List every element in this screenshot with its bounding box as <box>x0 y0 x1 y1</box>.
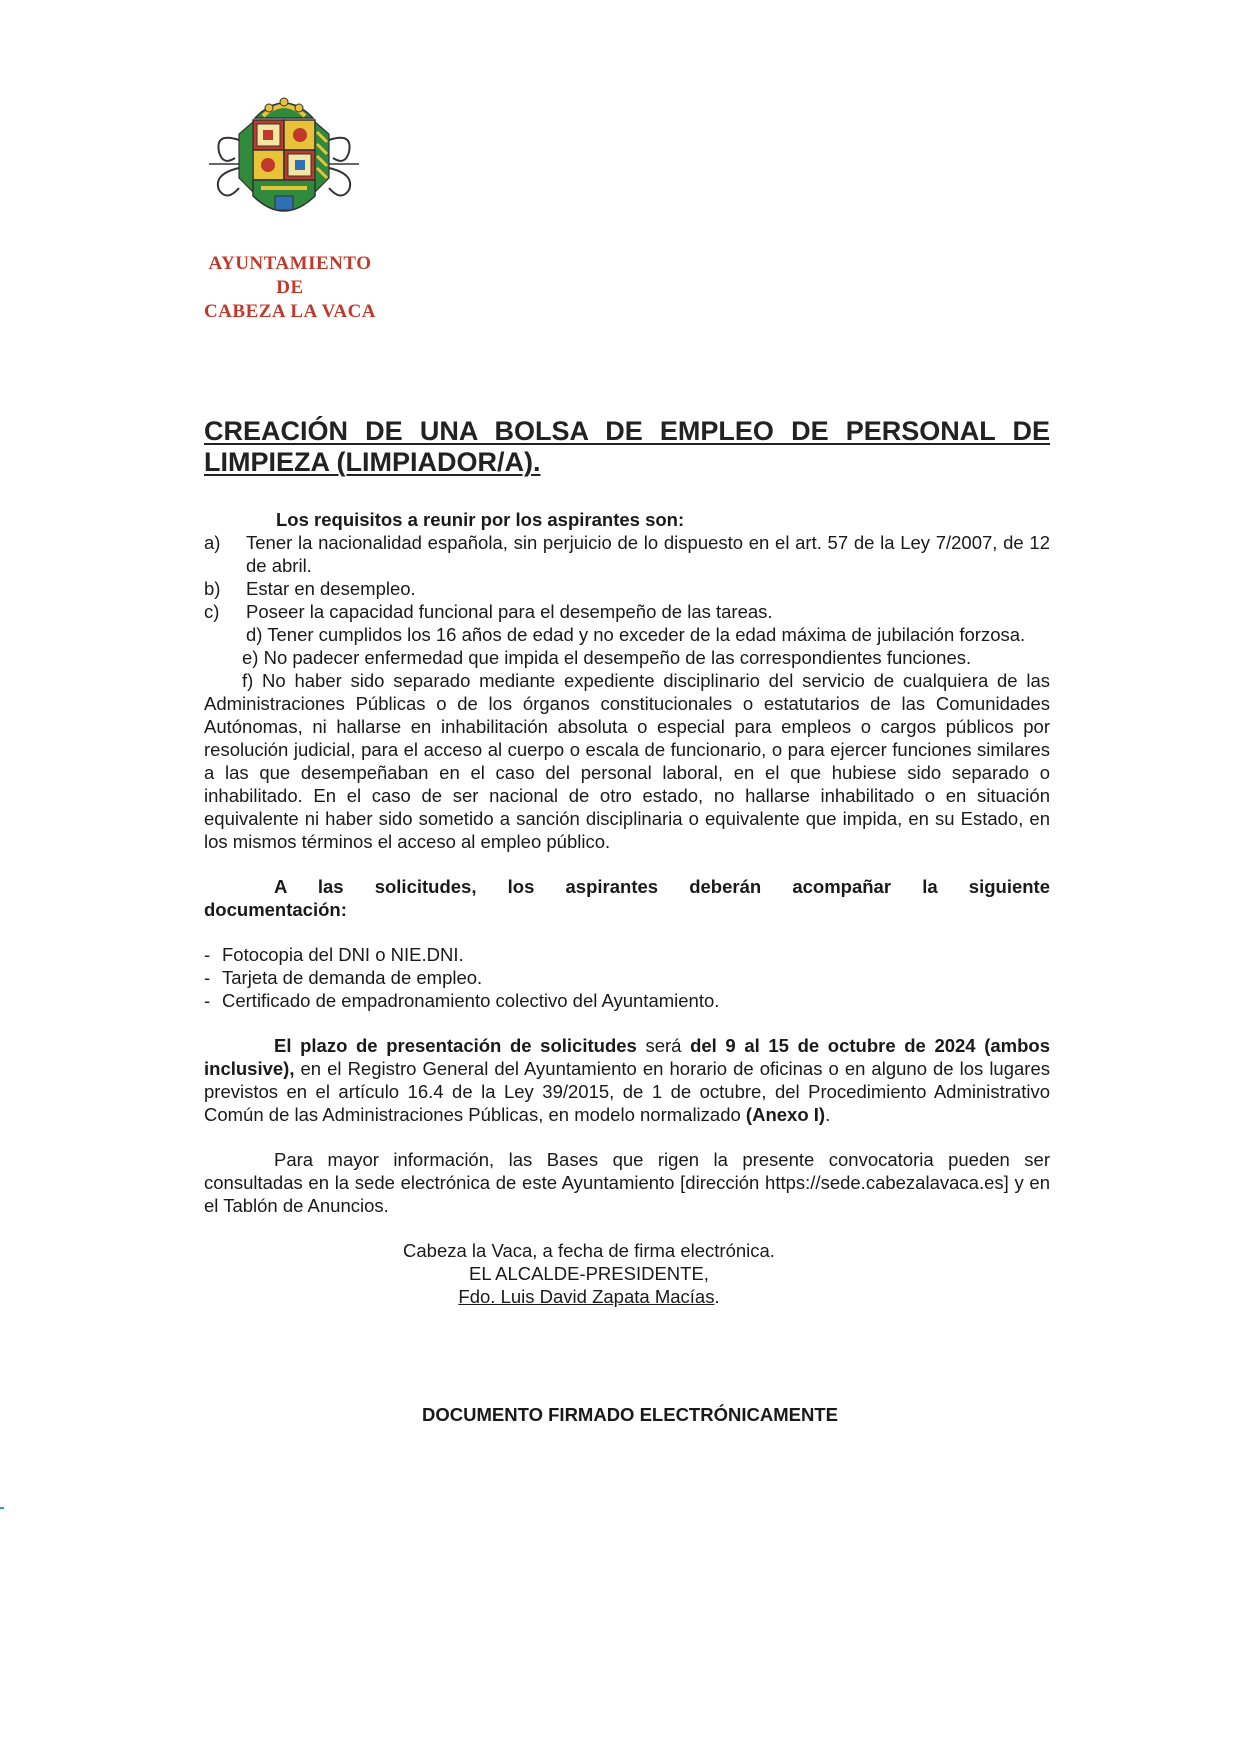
document-title: CREACIÓN DE UNA BOLSA DE EMPLEO DE PERSONAL DE LIMPIEZA (LIMPIADOR/A). <box>204 416 1050 477</box>
scan-mark <box>0 1507 4 1509</box>
requirement-text: Poseer la capacidad funcional para el desempeño de las tareas. <box>246 601 773 622</box>
deadline-end: . <box>825 1104 831 1125</box>
signature-name-line <box>344 1285 834 1308</box>
electronic-signature-notice: DOCUMENTO FIRMADO ELECTRÓNICAMENTE <box>422 1404 838 1425</box>
signature-name-suffix: . <box>714 1286 720 1307</box>
requirements-intro: Los requisitos a reunir por los aspirantes son: <box>276 509 685 530</box>
documentation-item-text: Fotocopia del DNI o NIE.DNI. <box>222 944 464 965</box>
requirement-label: c) <box>204 601 220 622</box>
council-line-3: CABEZA LA VACA <box>203 301 377 322</box>
requirement-text: Tener la nacionalidad española, sin perjuicio de lo dispuesto en el art. 57 de la Ley 7/2007, de 12 de abril. <box>246 532 1050 576</box>
requirement-label: b) <box>204 578 221 599</box>
deadline-dates: del 9 al 15 de octubre de 2024 (ambos inclusive), <box>204 1035 1051 1079</box>
documentation-item: - Tarjeta de demanda de empleo. <box>204 967 483 988</box>
signature-block <box>344 1239 834 1308</box>
council-name <box>190 252 390 324</box>
council-line-1: AYUNTAMIENTO <box>208 253 372 274</box>
requirement-item <box>204 531 1050 577</box>
deadline-text-2: en el Registro General del Ayuntamiento en horario de oficinas o en alguno de los lugares previstos en el artículo 16.4 de la Ley 39/2015, de 1 de octubre, del Procedimiento Administrativo Común de las Administraciones Públicas, en modelo normalizado <box>204 1058 1050 1125</box>
info-paragraph: Para mayor información, las Bases que rigen la presente convocatoria pueden ser consultadas en la sede electrónica de este Ayuntamiento [dirección https://sede.cabezalavaca.es] y en el Tablón de Anuncios. <box>204 1149 1050 1216</box>
documentation-item-text: Certificado de empadronamiento colectivo del Ayuntamiento. <box>222 990 720 1011</box>
documentation-intro-2: documentación: <box>204 899 347 920</box>
deadline-text: será <box>636 1035 691 1056</box>
annex-reference: (Anexo I) <box>745 1104 826 1125</box>
requirement-item <box>204 600 1050 623</box>
coat-of-arms-logo <box>205 92 363 232</box>
signature-place-date: Cabeza la Vaca, a fecha de firma electrónica. <box>403 1240 775 1261</box>
requirement-text: Estar en desempleo. <box>246 578 416 599</box>
signature-role: EL ALCALDE-PRESIDENTE, <box>469 1263 709 1284</box>
requirement-d: d) Tener cumplidos los 16 años de edad y no exceder de la edad máxima de jubilación forzosa. <box>246 624 1026 645</box>
signature-name: Fdo. Luis David Zapata Macías <box>458 1286 715 1307</box>
requirement-f: f) No haber sido separado mediante expediente disciplinario del servicio de cualquiera de las Administraciones Públicas o de los órganos constitucionales o estatutarios de las Comunidades Autónomas, ni hallarse en inhabilitación absoluta o especial para empleos o cargos públicos por resolución judicial, para el acceso al cuerpo o escala de funcionario, o para ejercer funciones similares a las que desempeñaban en el caso del personal laboral, en el que hubiese sido separado o inhabilitado. En el caso de ser nacional de otro estado, no hallarse inhabilitado o en situación equivalente ni haber sido sometido a sanción disciplinaria o equivalente que impida, en su Estado, en los mismos términos el acceso al empleo público. <box>204 670 1050 852</box>
documentation-item-text: Tarjeta de demanda de empleo. <box>222 967 483 988</box>
requirement-e: e) No padecer enfermedad que impida el desempeño de las correspondientes funciones. <box>242 647 972 668</box>
documentation-item: - Certificado de empadronamiento colectivo del Ayuntamiento. <box>204 990 720 1011</box>
requirement-label: a) <box>204 532 221 553</box>
requirement-item <box>204 577 1050 600</box>
document-body <box>204 416 1050 1308</box>
council-line-2: DE <box>276 277 304 298</box>
documentation-item: - Fotocopia del DNI o NIE.DNI. <box>204 944 464 965</box>
deadline-paragraph <box>204 1034 1050 1126</box>
documentation-intro: A las solicitudes, los aspirantes deberán acompañar la siguiente <box>274 876 1050 897</box>
deadline-label: El plazo de presentación de solicitudes <box>274 1035 637 1056</box>
